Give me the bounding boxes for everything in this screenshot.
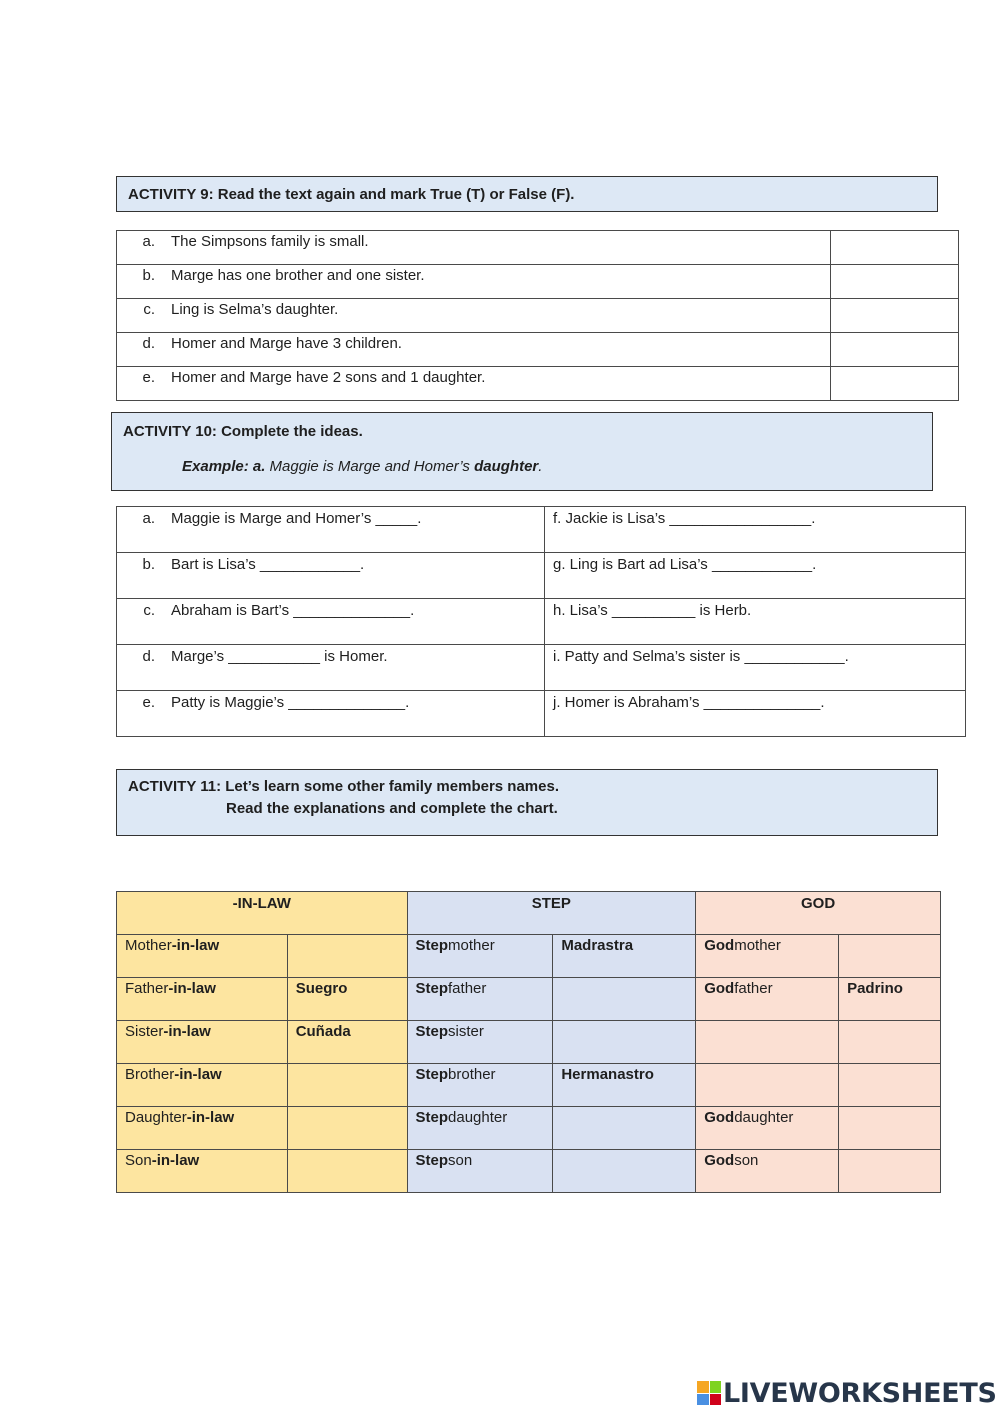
- header-god: GOD: [696, 892, 941, 935]
- term-base: Daughter: [125, 1109, 187, 1126]
- in-law-translation[interactable]: [287, 935, 407, 978]
- term-base: father: [734, 980, 773, 997]
- sentence-letter: d.: [142, 648, 155, 665]
- sentence-text: Maggie is Marge and Homer’s _____.: [171, 510, 422, 527]
- term-base: Mother: [125, 937, 172, 954]
- term-suffix: -in-law: [163, 1023, 211, 1040]
- god-term[interactable]: [696, 1064, 839, 1107]
- term-suffix: -in-law: [151, 1152, 200, 1169]
- sentence-cell[interactable]: [117, 645, 545, 691]
- term-prefix: Step: [415, 937, 449, 954]
- sentence-letter: a.: [142, 510, 155, 527]
- term-prefix: Step: [415, 1109, 449, 1126]
- in-law-term: [117, 935, 288, 978]
- sentence-cell[interactable]: [117, 507, 545, 553]
- term-base: Son: [125, 1152, 152, 1169]
- statement-cell: [117, 231, 831, 265]
- term-base: Brother: [125, 1066, 175, 1083]
- term-prefix: God: [704, 1152, 735, 1169]
- term-base: sister: [448, 1023, 484, 1040]
- term-prefix: God: [704, 1109, 735, 1126]
- header-step: STEP: [407, 892, 696, 935]
- answer-box[interactable]: [831, 367, 959, 401]
- activity-11-title-line2: Read the explanations and complete the chart.: [226, 800, 558, 817]
- in-law-term: [117, 1150, 288, 1193]
- sentence-cell[interactable]: [545, 645, 966, 691]
- in-law-translation[interactable]: [287, 1064, 407, 1107]
- table-row: [117, 1021, 941, 1064]
- term-prefix: God: [704, 980, 735, 997]
- sentence-cell[interactable]: [545, 507, 966, 553]
- true-false-table: [116, 230, 959, 401]
- activity-11-title-line1: ACTIVITY 11: Let’s learn some other family members names.: [128, 778, 559, 795]
- god-translation[interactable]: [839, 978, 941, 1021]
- example-answer: daughter: [474, 458, 539, 475]
- god-translation[interactable]: [839, 1107, 941, 1150]
- step-translation[interactable]: [553, 978, 696, 1021]
- term-prefix: Step: [415, 1152, 449, 1169]
- god-term: [696, 1107, 839, 1150]
- term-base: son: [448, 1152, 473, 1169]
- term-prefix: Step: [415, 980, 449, 997]
- statement-cell: [117, 333, 831, 367]
- activity-10-heading: [111, 412, 933, 491]
- step-translation[interactable]: [553, 1021, 696, 1064]
- logo-square: [697, 1394, 709, 1406]
- term-base: daughter: [448, 1109, 508, 1126]
- step-term: [407, 1107, 553, 1150]
- in-law-translation[interactable]: [287, 978, 407, 1021]
- step-translation[interactable]: [553, 935, 696, 978]
- table-row: [117, 553, 966, 599]
- in-law-term: [117, 1064, 288, 1107]
- term-base: Father: [125, 980, 169, 997]
- statement-cell: [117, 299, 831, 333]
- term-suffix: -in-law: [174, 1066, 222, 1083]
- statement-text: Homer and Marge have 3 children.: [171, 335, 402, 352]
- statement-text: The Simpsons family is small.: [171, 233, 369, 250]
- activity-9-title: ACTIVITY 9: Read the text again and mark True (T) or False (F).: [128, 186, 575, 203]
- sentence-cell[interactable]: [545, 599, 966, 645]
- activity-11-heading: [116, 769, 938, 836]
- table-row: [117, 507, 966, 553]
- term-base: brother: [448, 1066, 496, 1083]
- in-law-translation[interactable]: [287, 1021, 407, 1064]
- chart-header-row: [117, 892, 941, 935]
- table-row: [117, 978, 941, 1021]
- table-row: [117, 599, 966, 645]
- sentence-text: g. Ling is Bart ad Lisa’s ____________.: [553, 556, 817, 573]
- term-base: son: [734, 1152, 759, 1169]
- table-row: [117, 935, 941, 978]
- term-suffix: -in-law: [168, 980, 216, 997]
- translation-text: Madrastra: [561, 937, 634, 954]
- table-row: [117, 1150, 941, 1193]
- step-translation[interactable]: [553, 1107, 696, 1150]
- header-in-law: -IN-LAW: [117, 892, 408, 935]
- example-prefix: Example: a.: [182, 458, 266, 475]
- statement-text: Homer and Marge have 2 sons and 1 daughter.: [171, 369, 486, 386]
- translation-text: Padrino: [847, 980, 903, 997]
- family-members-chart: [116, 891, 941, 1193]
- sentence-letter: b.: [142, 556, 155, 573]
- answer-box[interactable]: [831, 231, 959, 265]
- in-law-term: [117, 1107, 288, 1150]
- god-translation[interactable]: [839, 1064, 941, 1107]
- term-base: mother: [448, 937, 495, 954]
- example-sentence: [182, 458, 542, 475]
- god-term: [696, 1150, 839, 1193]
- statement-letter: b.: [142, 267, 155, 284]
- god-translation[interactable]: [839, 935, 941, 978]
- answer-box[interactable]: [831, 265, 959, 299]
- term-prefix: Step: [415, 1023, 449, 1040]
- god-term: [696, 978, 839, 1021]
- in-law-translation[interactable]: [287, 1107, 407, 1150]
- table-row: [117, 299, 959, 333]
- activity-10-title: ACTIVITY 10: Complete the ideas.: [123, 423, 363, 440]
- example-text: Maggie is Marge and Homer’s: [265, 458, 475, 475]
- sentence-cell[interactable]: [117, 553, 545, 599]
- liveworksheets-logo: [697, 1378, 997, 1408]
- god-translation[interactable]: [839, 1150, 941, 1193]
- table-row: [117, 231, 959, 265]
- logo-square: [710, 1394, 722, 1406]
- sentence-text: i. Patty and Selma’s sister is ____________.: [553, 648, 849, 665]
- translation-text: Cuñada: [295, 1023, 351, 1040]
- sentence-text: Marge’s ___________ is Homer.: [171, 648, 388, 665]
- statement-text: Marge has one brother and one sister.: [171, 267, 425, 284]
- sentence-text: Abraham is Bart’s ______________.: [171, 602, 415, 619]
- logo-square: [710, 1381, 722, 1393]
- logo-text: LIVEWORKSHEETS: [723, 1377, 997, 1409]
- sentence-cell[interactable]: [545, 553, 966, 599]
- step-term: [407, 1021, 553, 1064]
- table-row: [117, 1107, 941, 1150]
- answer-box[interactable]: [831, 299, 959, 333]
- translation-text: Hermanastro: [561, 1066, 654, 1083]
- activity-9-heading: [116, 176, 938, 212]
- sentence-cell[interactable]: [117, 599, 545, 645]
- god-translation[interactable]: [839, 1021, 941, 1064]
- in-law-translation[interactable]: [287, 1150, 407, 1193]
- table-row: [117, 645, 966, 691]
- god-term[interactable]: [696, 1021, 839, 1064]
- statement-letter: e.: [142, 369, 155, 386]
- term-prefix: Step: [415, 1066, 449, 1083]
- answer-box[interactable]: [831, 333, 959, 367]
- complete-ideas-table: [116, 506, 966, 737]
- god-term: [696, 935, 839, 978]
- term-suffix: -in-law: [171, 937, 220, 954]
- table-row: [117, 691, 966, 737]
- table-row: [117, 265, 959, 299]
- term-base: mother: [734, 937, 781, 954]
- sentence-letter: c.: [143, 602, 155, 619]
- sentence-cell[interactable]: [117, 691, 545, 737]
- example-end: .: [538, 458, 543, 475]
- sentence-text: f. Jackie is Lisa’s _________________.: [553, 510, 816, 527]
- sentence-text: j. Homer is Abraham’s ______________.: [553, 694, 825, 711]
- sentence-text: Bart is Lisa’s ____________.: [171, 556, 365, 573]
- term-prefix: God: [704, 937, 735, 954]
- table-row: [117, 367, 959, 401]
- statement-text: Ling is Selma’s daughter.: [171, 301, 339, 318]
- term-base: daughter: [734, 1109, 794, 1126]
- translation-text: Suegro: [295, 980, 348, 997]
- step-translation[interactable]: [553, 1150, 696, 1193]
- statement-cell: [117, 367, 831, 401]
- table-row: [117, 333, 959, 367]
- statement-letter: a.: [142, 233, 155, 250]
- step-translation[interactable]: [553, 1064, 696, 1107]
- term-suffix: -in-law: [186, 1109, 235, 1126]
- table-row: [117, 1064, 941, 1107]
- step-term: [407, 1064, 553, 1107]
- step-term: [407, 1150, 553, 1193]
- step-term: [407, 935, 553, 978]
- term-base: Sister: [125, 1023, 164, 1040]
- statement-letter: d.: [142, 335, 155, 352]
- sentence-text: Patty is Maggie’s ______________.: [171, 694, 410, 711]
- statement-letter: c.: [143, 301, 155, 318]
- in-law-term: [117, 1021, 288, 1064]
- term-base: father: [448, 980, 487, 997]
- in-law-term: [117, 978, 288, 1021]
- sentence-cell[interactable]: [545, 691, 966, 737]
- sentence-text: h. Lisa’s __________ is Herb.: [553, 602, 752, 619]
- logo-mark-icon: [697, 1381, 721, 1405]
- sentence-letter: e.: [142, 694, 155, 711]
- statement-cell: [117, 265, 831, 299]
- logo-square: [697, 1381, 709, 1393]
- step-term: [407, 978, 553, 1021]
